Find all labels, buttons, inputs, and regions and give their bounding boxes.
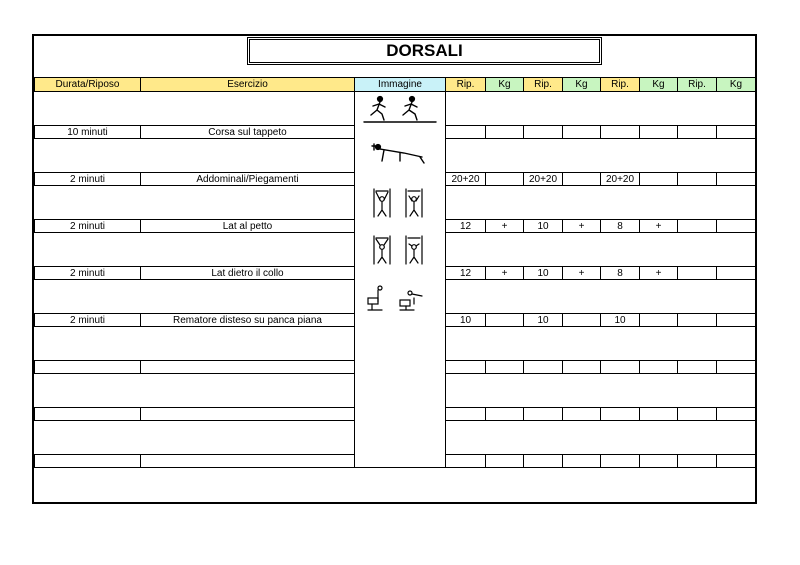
durata-cell: 2 minuti <box>35 173 141 186</box>
kg-1-cell <box>486 455 524 468</box>
rip-4-cell <box>678 173 717 186</box>
rip-3-cell: 20+20 <box>601 173 640 186</box>
kg-3-cell <box>640 408 678 421</box>
table-row <box>35 220 756 233</box>
rip-2-cell <box>524 408 563 421</box>
bench-row-icon <box>355 282 445 312</box>
image-row <box>35 92 756 126</box>
kg-1-cell <box>486 126 524 139</box>
esercizio-cell: Lat dietro il collo <box>141 267 355 280</box>
kg-4-cell <box>717 267 756 280</box>
kg-1-cell: + <box>486 267 524 280</box>
image-row <box>35 327 756 361</box>
sheet-title: DORSALI <box>247 37 602 65</box>
exercise-image-cell <box>355 92 446 126</box>
exercise-table <box>34 77 756 471</box>
esercizio-cell <box>141 408 355 421</box>
header-immagine: Immagine <box>355 78 446 92</box>
rip-3-cell <box>601 126 640 139</box>
kg-3-cell <box>640 455 678 468</box>
table-row <box>35 267 756 280</box>
rip-3-cell: 10 <box>601 314 640 327</box>
kg-3-cell <box>640 126 678 139</box>
rip-2-cell: 10 <box>524 220 563 233</box>
header-durata: Durata/Riposo <box>35 78 141 92</box>
rip-3-cell <box>601 455 640 468</box>
kg-3-cell: + <box>640 267 678 280</box>
rip-1-cell: 20+20 <box>446 173 486 186</box>
rip-2-cell: 10 <box>524 314 563 327</box>
rip-1-cell <box>446 361 486 374</box>
kg-2-cell: + <box>563 267 601 280</box>
image-spacer-cell <box>355 126 446 139</box>
kg-1-cell <box>486 408 524 421</box>
kg-2-cell <box>563 173 601 186</box>
rip-4-cell <box>678 267 717 280</box>
exercise-image-cell <box>355 421 446 455</box>
rip-4-cell <box>678 220 717 233</box>
running-figures-icon <box>355 94 445 124</box>
rip-3-cell <box>601 361 640 374</box>
kg-3-cell: + <box>640 220 678 233</box>
durata-cell <box>35 408 141 421</box>
rip-2-cell: 10 <box>524 267 563 280</box>
kg-2-cell <box>563 408 601 421</box>
kg-1-cell: + <box>486 220 524 233</box>
table-row <box>35 314 756 327</box>
header-kg-4: Kg <box>717 78 756 92</box>
image-row <box>35 280 756 314</box>
image-spacer-cell <box>355 455 446 468</box>
rip-4-cell <box>678 361 717 374</box>
rip-3-cell <box>601 408 640 421</box>
rip-2-cell <box>524 455 563 468</box>
durata-cell: 2 minuti <box>35 267 141 280</box>
exercise-image-cell <box>355 327 446 361</box>
exercise-image-cell <box>355 233 446 267</box>
table-bottom-strip <box>35 468 756 472</box>
durata-cell: 10 minuti <box>35 126 141 139</box>
esercizio-cell <box>141 455 355 468</box>
header-kg-3: Kg <box>640 78 678 92</box>
kg-3-cell <box>640 173 678 186</box>
header-rip-2: Rip. <box>524 78 563 92</box>
rip-1-cell: 12 <box>446 220 486 233</box>
image-row <box>35 374 756 408</box>
image-spacer-cell <box>355 314 446 327</box>
durata-cell <box>35 455 141 468</box>
rip-4-cell <box>678 455 717 468</box>
image-row <box>35 139 756 173</box>
image-spacer-cell <box>355 173 446 186</box>
image-row <box>35 233 756 267</box>
esercizio-cell: Rematore disteso su panca piana <box>141 314 355 327</box>
esercizio-cell: Lat al petto <box>141 220 355 233</box>
exercise-image-cell <box>355 186 446 220</box>
kg-3-cell <box>640 314 678 327</box>
image-spacer-cell <box>355 267 446 280</box>
table-row <box>35 455 756 468</box>
header-rip-4: Rip. <box>678 78 717 92</box>
exercise-image-cell <box>355 374 446 408</box>
kg-4-cell <box>717 126 756 139</box>
pushup-figure-icon <box>355 141 445 171</box>
image-spacer-cell <box>355 361 446 374</box>
kg-2-cell <box>563 361 601 374</box>
kg-4-cell <box>717 361 756 374</box>
table-row <box>35 173 756 186</box>
kg-2-cell <box>563 126 601 139</box>
header-row <box>35 78 756 92</box>
esercizio-cell: Addominali/Piegamenti <box>141 173 355 186</box>
header-esercizio: Esercizio <box>141 78 355 92</box>
image-spacer-cell <box>355 408 446 421</box>
image-spacer-cell <box>355 220 446 233</box>
rip-4-cell <box>678 314 717 327</box>
kg-4-cell <box>717 220 756 233</box>
rip-2-cell: 20+20 <box>524 173 563 186</box>
exercise-image-cell <box>355 280 446 314</box>
durata-cell: 2 minuti <box>35 220 141 233</box>
exercise-image-cell <box>355 139 446 173</box>
rip-3-cell: 8 <box>601 267 640 280</box>
table-row <box>35 361 756 374</box>
image-row <box>35 421 756 455</box>
kg-1-cell <box>486 173 524 186</box>
header-rip-3: Rip. <box>601 78 640 92</box>
rip-1-cell <box>446 408 486 421</box>
header-kg-2: Kg <box>563 78 601 92</box>
rip-1-cell: 12 <box>446 267 486 280</box>
kg-2-cell: + <box>563 220 601 233</box>
durata-cell <box>35 361 141 374</box>
rip-1-cell: 10 <box>446 314 486 327</box>
image-row <box>35 186 756 220</box>
header-rip-1: Rip. <box>446 78 486 92</box>
kg-4-cell <box>717 408 756 421</box>
kg-4-cell <box>717 455 756 468</box>
kg-4-cell <box>717 173 756 186</box>
rip-1-cell <box>446 126 486 139</box>
kg-4-cell <box>717 314 756 327</box>
kg-1-cell <box>486 314 524 327</box>
esercizio-cell <box>141 361 355 374</box>
table-row <box>35 126 756 139</box>
esercizio-cell: Corsa sul tappeto <box>141 126 355 139</box>
rip-3-cell: 8 <box>601 220 640 233</box>
lat-pulldown-behind-icon <box>355 235 445 265</box>
durata-cell: 2 minuti <box>35 314 141 327</box>
kg-1-cell <box>486 361 524 374</box>
kg-2-cell <box>563 314 601 327</box>
rip-2-cell <box>524 361 563 374</box>
rip-4-cell <box>678 126 717 139</box>
rip-4-cell <box>678 408 717 421</box>
header-kg-1: Kg <box>486 78 524 92</box>
table-row <box>35 408 756 421</box>
rip-1-cell <box>446 455 486 468</box>
kg-3-cell <box>640 361 678 374</box>
workout-sheet <box>32 34 757 504</box>
kg-2-cell <box>563 455 601 468</box>
rip-2-cell <box>524 126 563 139</box>
lat-pulldown-front-icon <box>355 188 445 218</box>
